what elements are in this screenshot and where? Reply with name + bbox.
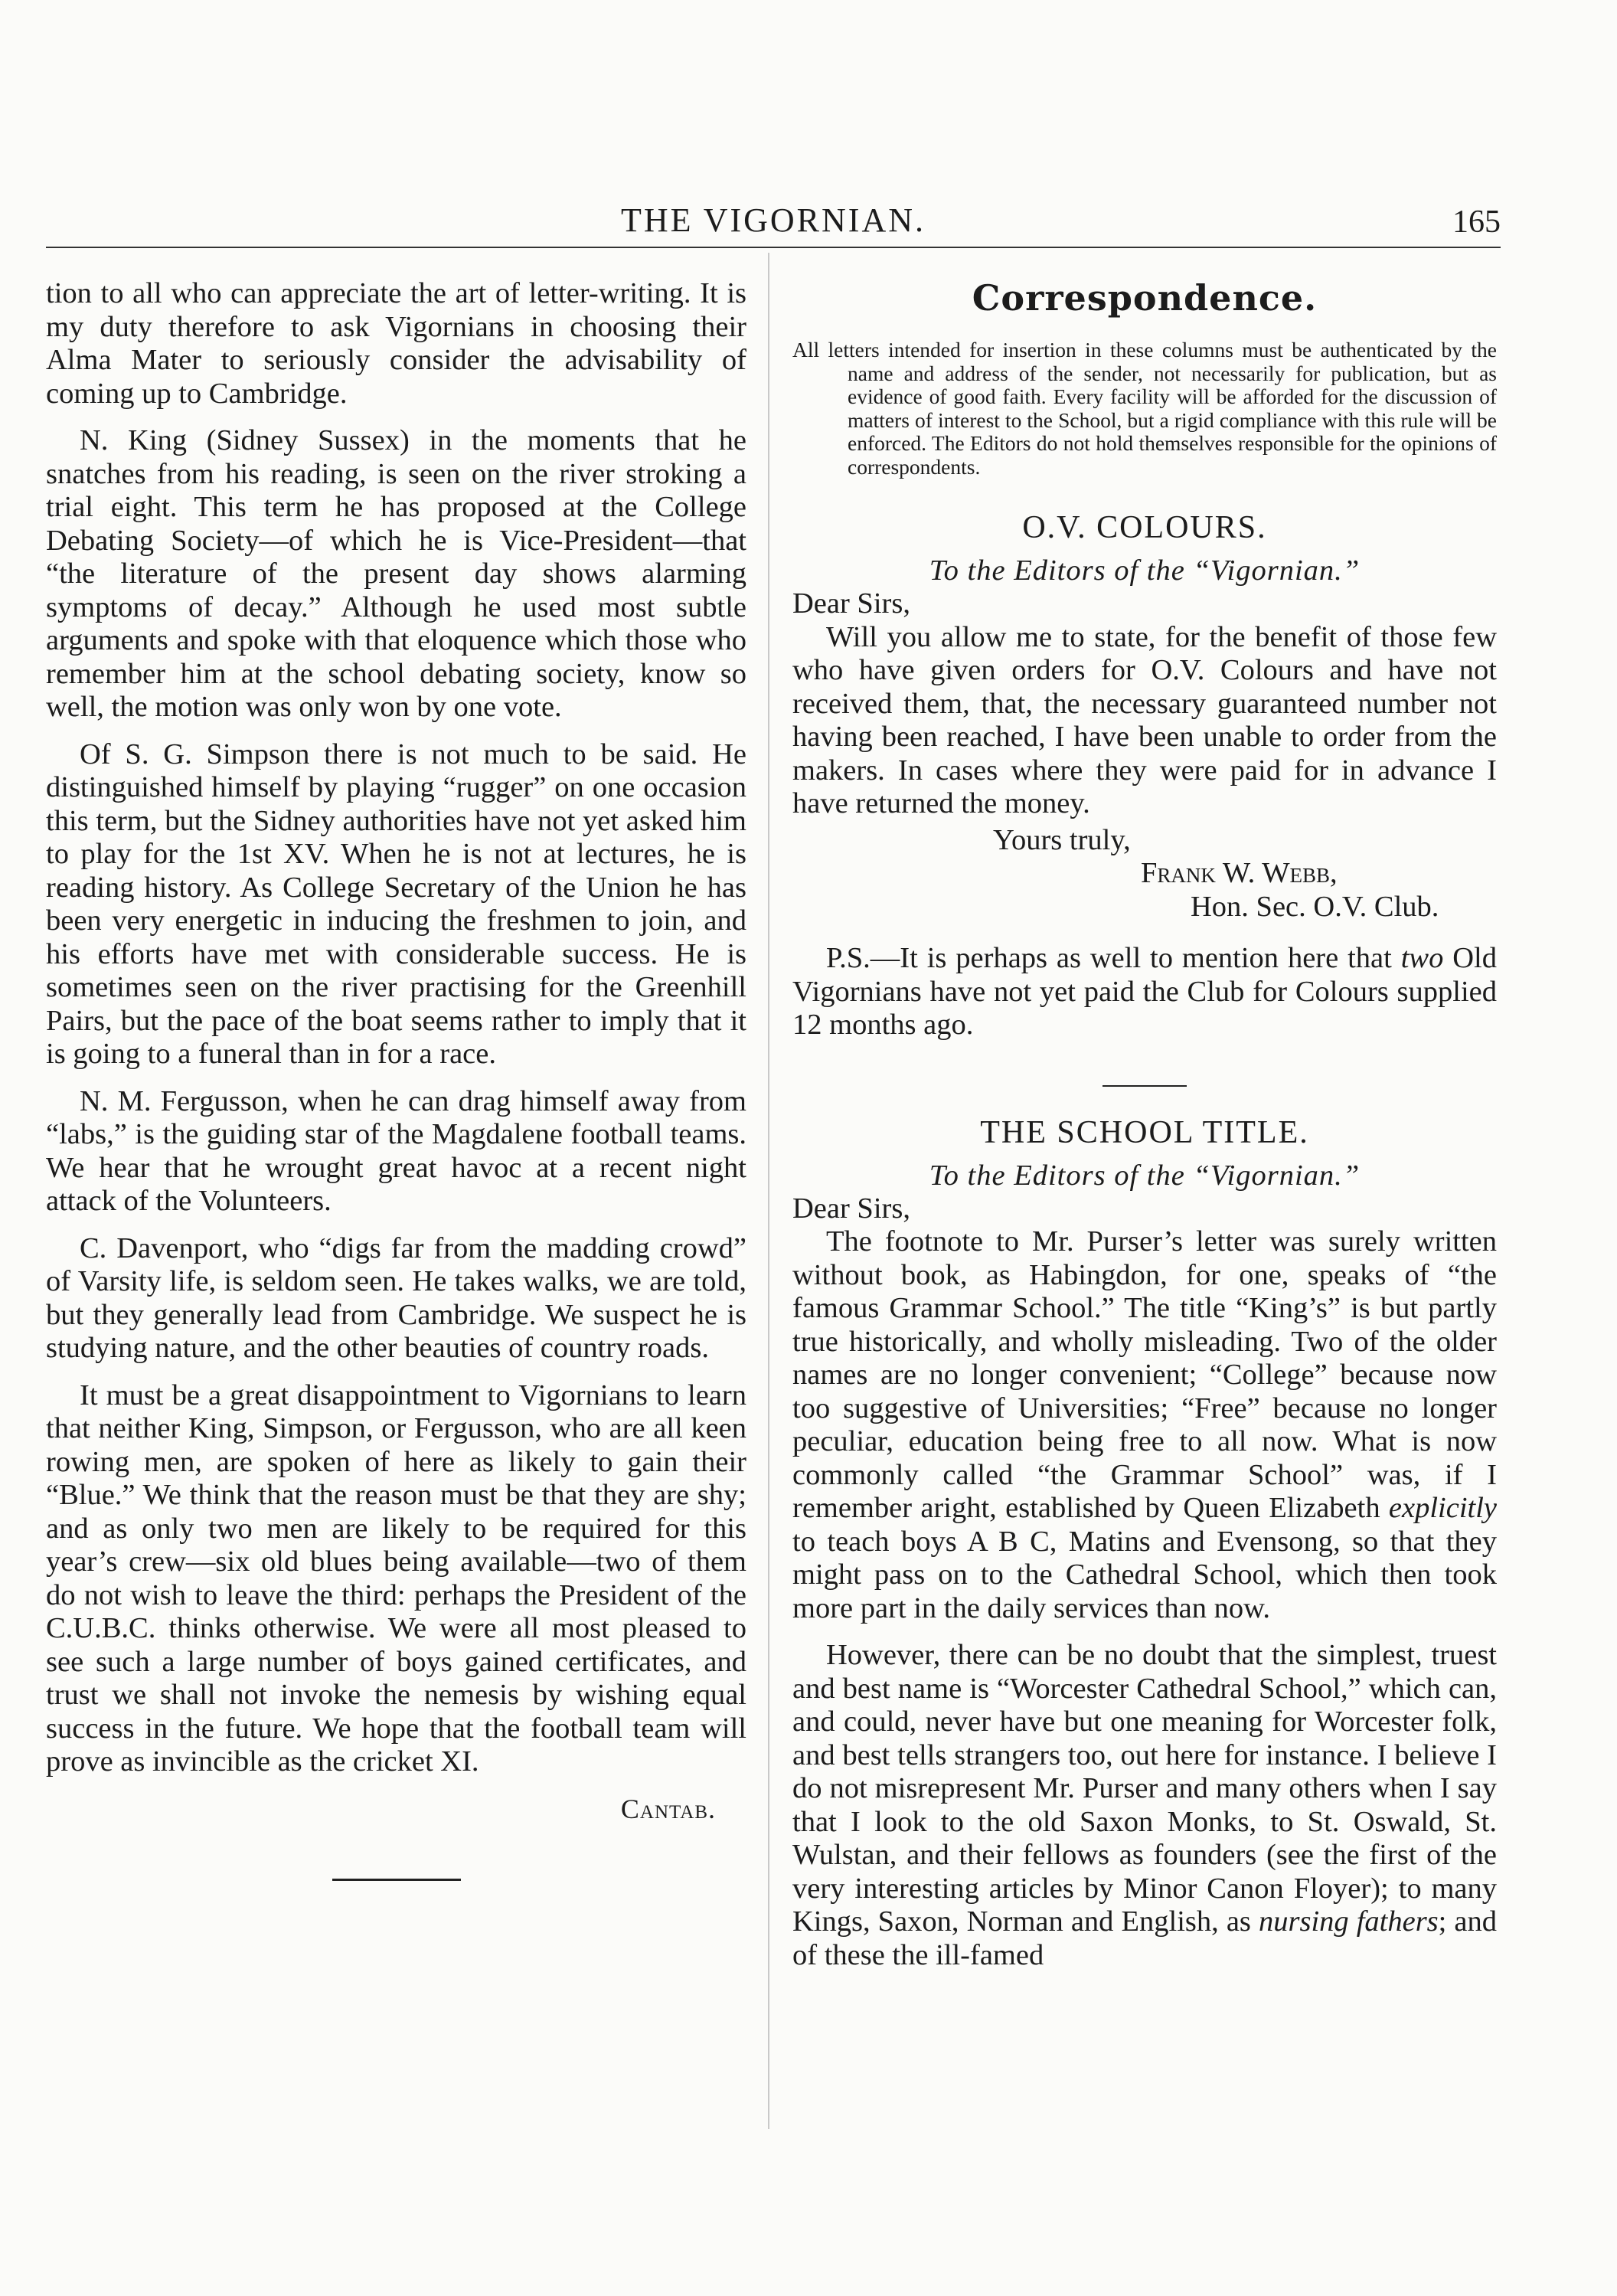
letter-postscript (792, 942, 1497, 1042)
letter2-p2-end: ; and of these the ill-famed (792, 1905, 1498, 1971)
page-header (46, 201, 1501, 247)
left-column (46, 277, 746, 1881)
letter-title-school-title: THE SCHOOL TITLE. (980, 1114, 1309, 1150)
ps-italic: two (1400, 942, 1444, 974)
letter-signer-role: Hon. Sec. O.V. Club. (1191, 890, 1439, 923)
header-rule (46, 247, 1501, 248)
column-divider (768, 253, 769, 2129)
letter-addressee: To the Editors of the “Vigornian.” (929, 554, 1361, 587)
ps-text-end: Old Vigornians have not yet paid the Club for Colours supplied 12 months ago. (792, 942, 1497, 1041)
letter2-paragraph-2 (792, 1639, 1497, 1972)
letter-salutation: Dear Sirs, (792, 587, 910, 620)
letter2-p1-end: to teach boys A B C, Matins and Evensong, so that they might pass on to the Cathedral School, which then took more part in the daily services than now. (792, 1525, 1497, 1624)
paragraph-rowing: It must be a great disappointment to Vigornians to learn that neither King, Simpson, or Fergusson, who are all keen rowing men, are spoken of here as likely to gain their “Blue.” We think that the reason must be that they are shy; and as only two men are likely to be required for this year’s crew—six old blues being available—two of them do not wish to leave the third: perhaps the President of the C.U.B.C. thinks otherwise. We were all most pleased to see such a large number of boys gained certificates, and trust we shall not invoke the nemesis by wishing equal success in the future. We hope that the football team will prove as invincible as the cricket XI. (46, 1379, 746, 1778)
paragraph-fergusson: N. M. Fergusson, when he can drag himself away from “labs,” is the guiding star of the Magdalene football teams. We hear that he wrought great havoc at a recent night attack of the Volunteers. (46, 1084, 746, 1217)
letter2-p2-italic: nursing fathers (1258, 1905, 1439, 1938)
correspondence-heading: Correspondence. (972, 277, 1318, 319)
letter-body: Will you allow me to state, for the benefit of those few who have given orders for O.V. Colours and have not received them, that, the necessary guaranteed number not having been reached, I have been unable to order from the makers. In cases where they were paid for in advance I have returned the money. (792, 620, 1497, 819)
editorial-notice: All letters intended for insertion in these columns must be authenticated by the name and address of the sender, not necessarily for publication, but as evidence of good faith. Every facility will be afforded for the discussion of matters of interest to the School, but a rigid compliance with this rule will be enforced. The Editors do not hold themselves responsible for the opinions of correspondents. (792, 338, 1497, 479)
letter-closing: Yours truly, (993, 823, 1131, 856)
right-column (792, 277, 1497, 1986)
ps-text-start: P.S.—It is perhaps as well to mention here that (826, 942, 1392, 974)
letter2-salutation: Dear Sirs, (792, 1192, 910, 1225)
signature-cantab: Cantab. (620, 1793, 716, 1824)
paragraph-davenport: C. Davenport, who “digs far from the madding crowd” of Varsity life, is seldom seen. He takes walks, we are told, but they generally lead from Cambridge. We suspect he is studying nature, and the other beauties of country roads. (46, 1231, 746, 1364)
paragraph-king: N. King (Sidney Sussex) in the moments that he snatches from his reading, is seen on the river stroking a trial eight. This term he has proposed at the College Debating Society—of which he is Vice-President—that “the literature of the present day shows alarming symptoms of decay.” Although he used most subtle arguments and spoke with that eloquence which those who remember him at the school debating society, know so well, the motion was only won by one vote. (46, 424, 746, 723)
page-number: 165 (1452, 204, 1501, 240)
letter2-p2-text: However, there can be no doubt that the simplest, truest and best name is “Worcester Cathedral School,” which can, and could, never have but one meaning for Worcester folk, and best tells strangers too, out here for instance. I believe I do not misrepresent Mr. Purser and many others when I say that I look to the old Saxon Monks, to St. Oswald, St. Wulstan, and their fellows as founders (see the first of the very interesting articles by Minor Canon Floyer); to many Kings, Saxon, Norman and English, as (792, 1639, 1497, 1938)
letter-title-ov-colours: O.V. COLOURS. (1022, 510, 1267, 545)
letter-signer: Frank W. Webb, (1141, 857, 1338, 889)
paragraph-continuation: tion to all who can appreciate the art of letter-writing. It is my duty therefore to ask Vigornians in choosing their Alma Mater to seriously consider the advisability of coming up to Cambridge. (46, 277, 746, 410)
section-end-rule (332, 1879, 461, 1881)
letter2-addressee: To the Editors of the “Vigornian.” (929, 1159, 1361, 1192)
letter2-p1-text: The footnote to Mr. Purser’s letter was surely written without book, as Habingdon, for one, speaks of “the famous Grammar School.” The title “King’s” is but partly true historically, and wholly misleading. Two of the older names are no longer convenient; “College” because now too suggestive of Universities; “Free” because no longer peculiar, education being free to all now. What is now commonly called “the Grammar School” was, if I remember aright, established by Queen Elizabeth (792, 1225, 1497, 1524)
letter2-paragraph-1 (792, 1225, 1497, 1625)
paragraph-simpson: Of S. G. Simpson there is not much to be said. He distinguished himself by playing “rugger” on one occasion this term, but the Sidney authorities have not yet asked him to play for the 1st XV. When he is not at lectures, he is reading history. As College Secretary of the Union he has been very energetic in inducing the freshmen to join, and his efforts have met with considerable success. He is sometimes seen on the river practising for the Greenhill Pairs, but the pace of the boat seems rather to imply that it is going to a funeral than in for a race. (46, 738, 746, 1070)
letter2-p1-italic: explicitly (1388, 1492, 1498, 1524)
running-title: THE VIGORNIAN. (620, 201, 926, 239)
